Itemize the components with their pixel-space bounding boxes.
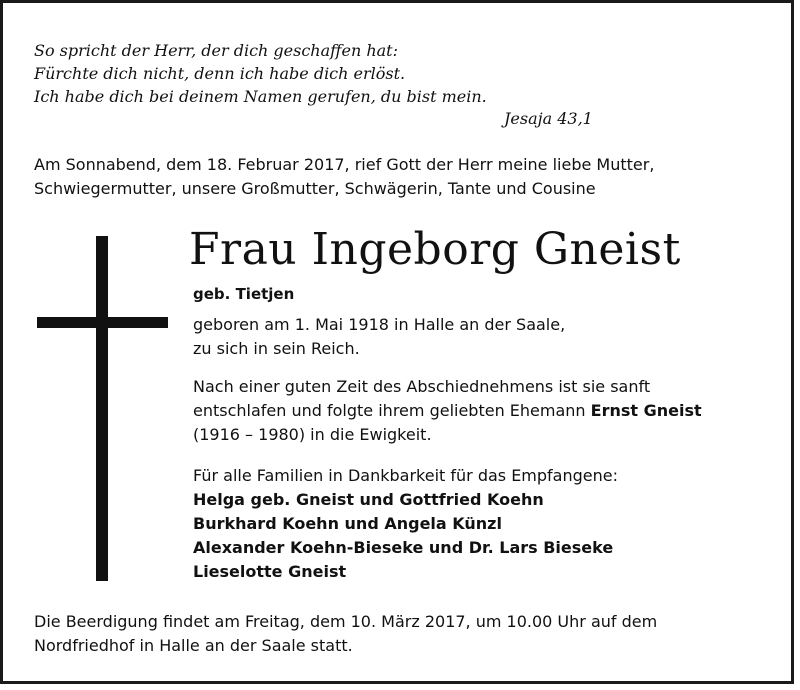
farewell-line: Nach einer guten Zeit des Abschiednehmens ist sie sanft [193, 377, 651, 396]
deceased-name: Frau Ingeborg Gneist [189, 224, 681, 275]
family-member: Helga geb. Gneist und Gottfried Koehn [193, 490, 544, 509]
family-heading: Für alle Familien in Dankbarkeit für das Empfangene: [193, 466, 618, 485]
farewell-line [193, 399, 783, 423]
intro-line: Schwiegermutter, unsere Großmutter, Schwägerin, Tante und Cousine [34, 179, 596, 198]
farewell-line: (1916 – 1980) in die Ewigkeit. [193, 425, 432, 444]
cross-icon-vertical [96, 236, 108, 581]
birth-info [193, 313, 783, 361]
intro-line: Am Sonnabend, dem 18. Februar 2017, rief Gott der Herr meine liebe Mutter, [34, 155, 655, 174]
verse-line: Fürchte dich nicht, denn ich habe dich erlöst. [34, 64, 406, 83]
farewell-text [193, 375, 783, 447]
family-section [193, 464, 783, 584]
verse-line: Ich habe dich bei deinem Namen gerufen, du bist mein. [34, 87, 487, 106]
birth-line: geboren am 1. Mai 1918 in Halle an der Saale, [193, 315, 566, 334]
cross-icon-horizontal [37, 317, 168, 328]
intro-text [34, 153, 764, 201]
funeral-line: Nordfriedhof in Halle an der Saale statt. [34, 636, 353, 655]
maiden-name: geb. Tietjen [193, 285, 295, 303]
family-member: Alexander Koehn-Bieseke und Dr. Lars Bieseke [193, 538, 614, 557]
verse-line: So spricht der Herr, der dich geschaffen hat: [34, 41, 398, 60]
funeral-info [34, 610, 774, 658]
bible-verse [34, 39, 734, 108]
birth-line: zu sich in sein Reich. [193, 339, 360, 358]
farewell-line-prefix: entschlafen und folgte ihrem geliebten Ehemann [193, 401, 591, 420]
verse-reference: Jesaja 43,1 [504, 109, 593, 128]
family-member: Lieselotte Gneist [193, 562, 347, 581]
husband-name: Ernst Gneist [590, 401, 702, 420]
family-member: Burkhard Koehn und Angela Künzl [193, 514, 502, 533]
funeral-line: Die Beerdigung findet am Freitag, dem 10. März 2017, um 10.00 Uhr auf dem [34, 612, 658, 631]
